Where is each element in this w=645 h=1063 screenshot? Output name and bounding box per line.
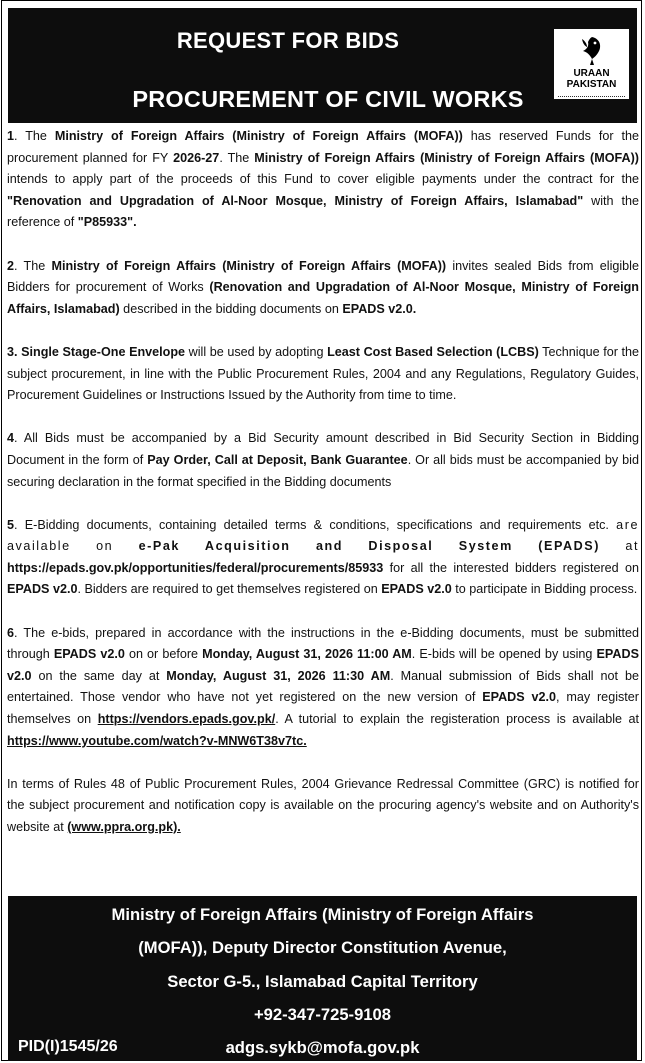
bird-emblem-icon <box>579 35 605 67</box>
notice-body <box>7 126 639 860</box>
submission-deadline: Monday, August 31, 2026 11:00 AM <box>202 647 412 662</box>
text: . The <box>219 150 255 165</box>
works-name: (Renovation and Upgradation of Al-Noor Mosque, Ministry of Foreign Affairs, Islamabad) <box>7 280 639 316</box>
text: invites sealed Bids from eligible Bidders for procurement of Works <box>7 258 639 295</box>
epads-version: EPADS v2.0 <box>381 582 452 597</box>
logo-text-uraan: URAAN <box>573 68 610 79</box>
text: are available on <box>7 517 639 554</box>
paragraph-4 <box>7 428 639 493</box>
paragraph-2 <box>7 256 639 321</box>
bidding-method: 3. Single Stage-One Envelope <box>7 344 186 359</box>
epads-version: EPADS v2.0 <box>7 647 639 683</box>
footer-line-3: Sector G-5., Islamabad Capital Territory <box>167 972 478 991</box>
paragraph-number: 5 <box>7 517 15 532</box>
text: . Bidders are required to get themselves registered on <box>77 582 382 597</box>
paragraph-3 <box>7 342 639 407</box>
bold-text: Ministry of Foreign Affairs (Ministry of Foreign Affairs (MOFA)) <box>254 150 639 165</box>
footer-email: adgs.sykb@mofa.gov.pk <box>225 1038 420 1057</box>
fiscal-year: 2026-27 <box>173 150 220 165</box>
paragraph-number: 4 <box>7 431 15 446</box>
text: on or before <box>124 647 203 662</box>
text: . Manual submission of Bids shall not be entertained. Those vendor who have not yet registered on the new version of <box>7 668 639 705</box>
header-banner <box>8 8 637 123</box>
epads-version: EPADS v2.0 <box>482 690 557 705</box>
youtube-tutorial-link[interactable]: https://www.youtube.com/watch?v-MNW6T38v7tc. <box>7 733 307 748</box>
text: with the reference of <box>7 193 639 230</box>
page-subtitle: PROCUREMENT OF CIVIL WORKS <box>132 86 524 112</box>
page-title: REQUEST FOR BIDS <box>176 28 400 53</box>
text: has reserved Funds for the procurement planned for FY <box>7 129 639 165</box>
text: . The e-bids, prepared in accordance with the instructions in the e-Bidding documents, must be submitted through <box>7 625 639 662</box>
footer-line-2: (MOFA)), Deputy Director Constitution Avenue, <box>138 938 507 957</box>
paragraph-7 <box>7 774 639 839</box>
footer-line-1: Ministry of Foreign Affairs (Ministry of Foreign Affairs <box>111 905 534 924</box>
publication-id: PID(I)1545/26 <box>18 1038 118 1055</box>
paragraph-5 <box>7 515 639 601</box>
epads-opportunity-link[interactable]: https://epads.gov.pk/opportunities/federal/procurements/85933 <box>7 560 384 575</box>
system-name: e-Pak Acquisition and Disposal System (EPADS) <box>138 539 600 554</box>
bold-text: Ministry of Foreign Affairs (Ministry of Foreign Affairs (MOFA)) <box>54 129 463 143</box>
paragraph-number: 6 <box>7 625 15 640</box>
text: , may register themselves on <box>7 690 639 727</box>
text: . A tutorial to explain the registeration process is available at <box>275 712 639 727</box>
text: . E-bids will be opened by using <box>411 647 597 662</box>
footer-phone: +92-347-725-9108 <box>253 1005 391 1024</box>
uraan-pakistan-logo <box>554 29 629 99</box>
bid-security-forms: Pay Order, Call at Deposit, Bank Guarantee <box>147 452 408 467</box>
epads-version: EPADS v2.0 <box>7 582 78 597</box>
text: . Or all bids must be accompanied by bid securing declaration in the format specified in the Bidding documents <box>7 452 639 489</box>
reference-number: "P85933". <box>77 215 137 230</box>
text: . The <box>14 129 55 143</box>
paragraph-1 <box>7 126 639 234</box>
logo-text-pakistan: PAKISTAN <box>566 79 617 90</box>
text: described in the bidding documents on <box>119 301 343 316</box>
text: to participate in Bidding process. <box>451 582 638 597</box>
text: . All Bids must be accompanied by a Bid Security amount described in Bid Security Section in Bidding Document in the form of <box>7 431 639 467</box>
text: on the same day at <box>31 668 167 683</box>
paragraph-6 <box>7 623 639 753</box>
ppra-website-link[interactable]: (www.ppra.org.pk). <box>67 820 181 834</box>
epads-version: EPADS v2.0 <box>53 647 125 662</box>
logo-tagline-mark <box>558 91 625 97</box>
text: . E-Bidding documents, containing detailed terms & conditions, specifications and requirements etc. <box>14 517 617 532</box>
text: for all the interested bidders registered on <box>383 560 639 575</box>
contract-name: "Renovation and Upgradation of Al-Noor Mosque, Ministry of Foreign Affairs, Islamabad" <box>7 193 584 208</box>
bold-text: Ministry of Foreign Affairs (Ministry of Foreign Affairs (MOFA)) <box>51 258 447 273</box>
vendors-epads-link[interactable]: https://vendors.epads.gov.pk/ <box>97 712 276 727</box>
text: In terms of Rules 48 of Public Procurement Rules, 2004 Grievance Redressal Committee (GRC) is notified for the subject procurement and notification copy is available on the procuring agency's website and on Authority's website at <box>7 776 639 834</box>
text: will be used by adopting <box>185 344 328 359</box>
epads-version: EPADS v2.0. <box>342 301 417 316</box>
selection-method: Least Cost Based Selection (LCBS) <box>327 344 539 359</box>
text: at <box>599 539 639 554</box>
paragraph-number: 2 <box>7 258 15 273</box>
opening-time: Monday, August 31, 2026 11:30 AM <box>166 668 391 683</box>
contact-footer <box>8 896 637 1061</box>
text: Technique for the subject procurement, in line with the Public Procurement Rules, 2004 and any Regulations, Regulatory Guides, Procurement Guidelines or Instructions Issued by the Authority from time to time. <box>7 344 639 403</box>
paragraph-number: 1 <box>7 129 15 143</box>
text: . The <box>14 258 52 273</box>
text: intends to apply part of the proceeds of this Fund to cover eligible payments under the contract for the <box>7 172 639 187</box>
